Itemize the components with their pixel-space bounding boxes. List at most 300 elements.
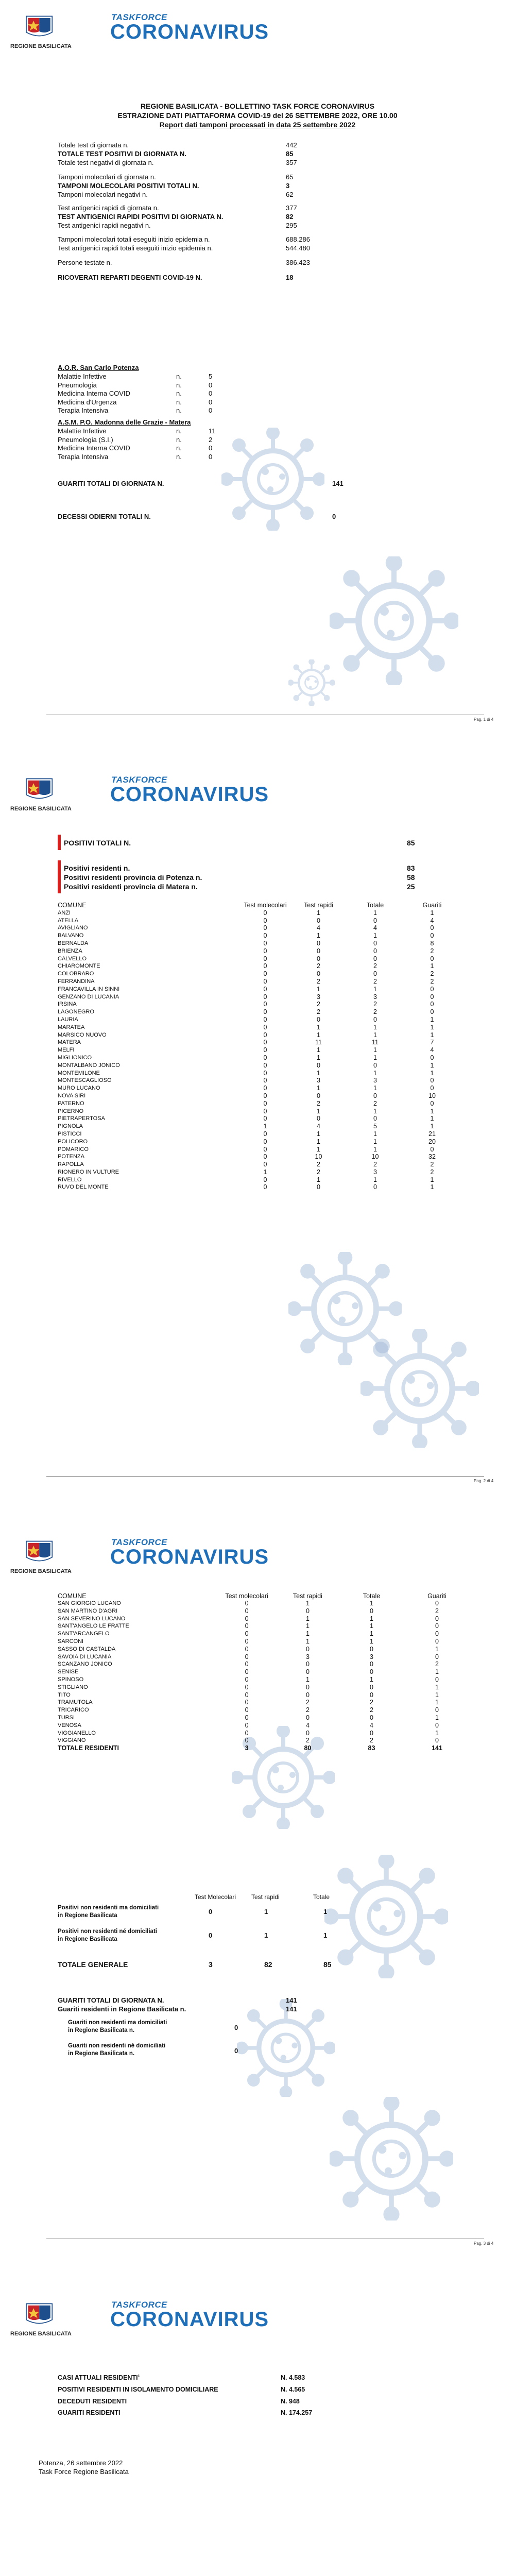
- stat-label: TEST ANTIGENICI RAPIDI POSITIVI DI GIORNATA N.: [58, 213, 224, 221]
- table-row: [58, 940, 459, 947]
- cell-value: 0: [263, 962, 267, 970]
- cell-value: 0: [263, 1031, 267, 1039]
- ward-value: 0: [209, 406, 213, 414]
- table-row: [58, 1183, 459, 1191]
- cell-value: 1: [317, 1107, 320, 1115]
- cell-value: 0: [263, 977, 267, 985]
- cell-value: 0: [245, 1630, 249, 1638]
- total-value: 80: [304, 1744, 312, 1752]
- cell-value: 0: [263, 1046, 267, 1054]
- stat-label: Test antigenici rapidi negativi n.: [58, 222, 151, 229]
- cell-value: 0: [430, 1001, 434, 1008]
- cell-value: 0: [370, 1683, 373, 1691]
- cell-value: 1: [370, 1622, 373, 1630]
- cell-value: 2: [317, 962, 320, 970]
- stat-label: RICOVERATI REPARTI DEGENTI COVID-19 N.: [58, 274, 202, 281]
- comuni-table: [58, 902, 459, 1191]
- comune-name: GENZANO DI LUCANIA: [58, 993, 119, 1000]
- table-row: [58, 1699, 470, 1706]
- summary-label: POSITIVI TOTALI N.: [64, 839, 131, 847]
- cell-value: 0: [263, 924, 267, 932]
- cell-value: 0: [263, 932, 267, 940]
- comune-name: SANT'ARCANGELO: [58, 1631, 110, 1637]
- table-row: [58, 1100, 459, 1108]
- cell-value: 2: [370, 1737, 373, 1744]
- ward-value: 0: [209, 452, 213, 461]
- grand-total-totale: 85: [323, 1960, 332, 1969]
- nonres-column-header: Test Molecolari: [195, 1893, 236, 1901]
- resident-value: N. 948: [281, 2398, 300, 2405]
- cell-value: 2: [373, 1001, 377, 1008]
- cell-value: 0: [245, 1683, 249, 1691]
- comune-name: BALVANO: [58, 933, 84, 939]
- table-header-row: [58, 1584, 470, 1600]
- table-row: [58, 924, 459, 932]
- cell-value: 2: [305, 1737, 310, 1744]
- comune-name: MURO LUCANO: [58, 1085, 100, 1092]
- cell-value: 0: [245, 1714, 249, 1721]
- stat-value: 82: [286, 213, 294, 221]
- cell-value: 1: [430, 1123, 434, 1130]
- table-row: [58, 978, 459, 986]
- hospital1-title: A.O.R. San Carlo Potenza: [58, 364, 139, 371]
- table-row: [58, 1653, 470, 1661]
- summary-value: 83: [407, 864, 415, 872]
- table-row: [58, 1607, 470, 1615]
- stat-label: Totale test negativi di giornata n.: [58, 159, 154, 166]
- cell-value: 0: [263, 1115, 267, 1123]
- guariti-residenti-value: 141: [286, 2005, 297, 2013]
- stat-value: 386.423: [286, 259, 310, 266]
- ward-label: Terapia Intensiva: [58, 452, 109, 461]
- cell-value: 5: [373, 1123, 377, 1130]
- cell-value: 1: [317, 1138, 320, 1145]
- cell-value: 0: [317, 1015, 320, 1023]
- cell-value: 1: [430, 1183, 434, 1191]
- brand-coronavirus: CORONAVIRUS: [110, 783, 269, 806]
- cell-value: 0: [373, 939, 377, 947]
- cell-value: 1: [430, 1069, 434, 1077]
- cell-value: 1: [317, 932, 320, 940]
- place-date: Potenza, 26 settembre 2022: [39, 2459, 123, 2467]
- cell-value: 0: [263, 955, 267, 962]
- cell-value: 2: [430, 970, 434, 978]
- cell-value: 0: [263, 1183, 267, 1191]
- cell-value: 3: [373, 1077, 377, 1084]
- nonres-value: 1: [323, 1908, 328, 1916]
- cell-value: 0: [430, 1008, 434, 1016]
- column-header: COMUNE: [58, 902, 87, 909]
- ward-value: 5: [209, 372, 213, 380]
- cell-value: 0: [245, 1691, 249, 1699]
- cell-value: 0: [373, 1015, 377, 1023]
- cell-value: 1: [435, 1645, 439, 1653]
- region-name: REGIONE BASILICATA: [10, 806, 72, 812]
- nonres-value: 1: [264, 1931, 268, 1939]
- summary-value: 25: [407, 883, 415, 891]
- cell-value: 0: [263, 1054, 267, 1061]
- comune-name: SENISE: [58, 1669, 79, 1675]
- cell-value: 0: [263, 1145, 267, 1153]
- cell-value: 4: [317, 1123, 320, 1130]
- table-row: [58, 970, 459, 978]
- comune-name: SAN GIORGIO LUCANO: [58, 1600, 121, 1606]
- region-name: REGIONE BASILICATA: [10, 2331, 72, 2337]
- cell-value: 0: [263, 970, 267, 978]
- cell-value: 1: [430, 1107, 434, 1115]
- summary-label: Positivi residenti provincia di Matera n.: [64, 883, 198, 891]
- cell-value: 2: [435, 1607, 439, 1615]
- cell-value: 0: [263, 1130, 267, 1138]
- cell-value: 21: [428, 1130, 436, 1138]
- cell-value: 0: [245, 1721, 249, 1729]
- table-row: [58, 1077, 459, 1084]
- region-coat-of-arms-icon: [11, 14, 68, 41]
- cell-value: 10: [315, 1153, 322, 1161]
- cell-value: 0: [373, 1092, 377, 1099]
- guariti-dom-value: 0: [234, 2024, 238, 2031]
- report-subtitle: Report dati tamponi processati in data 25 settembre 2022: [159, 121, 356, 129]
- cell-value: 0: [245, 1645, 249, 1653]
- comune-name: SAVOIA DI LUCANIA: [58, 1653, 112, 1660]
- ward-value: 0: [209, 398, 213, 406]
- cell-value: 0: [373, 917, 377, 924]
- ward-n: n.: [176, 406, 182, 414]
- cell-value: 0: [370, 1607, 373, 1615]
- table-row: [58, 1039, 459, 1046]
- stat-label: Totale test di giornata n.: [58, 141, 129, 149]
- page-1: [0, 0, 515, 729]
- virus-watermark-icon: [221, 428, 324, 531]
- cell-value: 0: [373, 1183, 377, 1191]
- cell-value: 1: [430, 909, 434, 917]
- cell-value: 0: [245, 1607, 249, 1615]
- stat-label: Test antigenici rapidi di giornata n.: [58, 204, 159, 212]
- cell-value: 1: [370, 1637, 373, 1645]
- cell-value: 1: [430, 1176, 434, 1183]
- guariti-residenti-label: Guariti residenti in Regione Basilicata n.: [58, 2005, 186, 2013]
- cell-value: 0: [263, 1069, 267, 1077]
- cell-value: 0: [305, 1683, 310, 1691]
- cell-value: 0: [245, 1660, 249, 1668]
- table-row: [58, 1084, 459, 1092]
- cell-value: 2: [317, 977, 320, 985]
- stat-value: 544.480: [286, 244, 310, 252]
- brand-taskforce: TASKFORCE: [111, 12, 168, 22]
- cell-value: 4: [430, 1046, 434, 1054]
- cell-value: 10: [428, 1092, 436, 1099]
- cell-value: 0: [317, 955, 320, 962]
- cell-value: 0: [430, 955, 434, 962]
- cell-value: 0: [373, 1061, 377, 1069]
- table-row: [58, 1714, 470, 1722]
- cell-value: 4: [305, 1721, 310, 1729]
- guariti-label: GUARITI TOTALI DI GIORNATA N.: [58, 480, 164, 487]
- stat-value: 688.286: [286, 235, 310, 243]
- stat-value: 62: [286, 191, 294, 198]
- resident-label: [58, 2386, 218, 2393]
- virus-watermark-icon: [330, 2097, 453, 2221]
- ward-label: Malattie Infettive: [58, 427, 107, 435]
- cell-value: 0: [263, 909, 267, 917]
- table-row: [58, 1722, 470, 1730]
- ward-value: 0: [209, 381, 213, 389]
- table-row: [58, 1684, 470, 1691]
- cell-value: 0: [435, 1615, 439, 1622]
- resident-label-text: GUARITI RESIDENTI: [58, 2409, 121, 2416]
- cell-value: 0: [435, 1706, 439, 1714]
- resident-value: N. 174.257: [281, 2409, 313, 2416]
- cell-value: 1: [373, 1130, 377, 1138]
- table-row: [58, 993, 459, 1001]
- summary-label: Positivi residenti n.: [64, 864, 130, 872]
- cell-value: 0: [430, 1077, 434, 1084]
- cell-value: 0: [263, 1008, 267, 1016]
- cell-value: 4: [373, 924, 377, 932]
- cell-value: 2: [430, 1168, 434, 1176]
- cell-value: 0: [263, 993, 267, 1001]
- summary-label: Positivi residenti provincia di Potenza n.: [64, 873, 202, 882]
- total-value: 3: [245, 1744, 249, 1752]
- hospital2-title: A.S.M. P.O. Madonna delle Grazie - Matera: [58, 418, 191, 426]
- cell-value: 1: [370, 1600, 373, 1607]
- table-row: [58, 909, 459, 917]
- cell-value: 1: [317, 1031, 320, 1039]
- column-header: Totale: [363, 1592, 381, 1600]
- stat-value: 65: [286, 173, 294, 181]
- cell-value: 0: [435, 1653, 439, 1660]
- table-row: [58, 1676, 470, 1684]
- cell-value: 1: [430, 1061, 434, 1069]
- cell-value: 0: [263, 947, 267, 955]
- cell-value: 20: [428, 1138, 436, 1145]
- table-row: [58, 1668, 470, 1676]
- cell-value: 2: [430, 1161, 434, 1168]
- cell-value: 0: [435, 1737, 439, 1744]
- cell-value: 0: [317, 939, 320, 947]
- cell-value: 1: [317, 1046, 320, 1054]
- cell-value: 0: [263, 1039, 267, 1046]
- summary-value: 58: [407, 873, 415, 882]
- cell-value: 0: [435, 1600, 439, 1607]
- stat-label: Tamponi molecolari di giornata n.: [58, 173, 156, 181]
- cell-value: 1: [305, 1637, 310, 1645]
- cell-value: 1: [373, 1145, 377, 1153]
- cell-value: 3: [373, 1168, 377, 1176]
- stat-value: 18: [286, 274, 294, 281]
- table-row: [58, 1691, 470, 1699]
- cell-value: 0: [430, 1145, 434, 1153]
- cell-value: 0: [373, 947, 377, 955]
- cell-value: 1: [305, 1622, 310, 1630]
- cell-value: 0: [263, 1138, 267, 1145]
- comune-name: LAGONEGRO: [58, 1009, 94, 1015]
- comune-name: SAN SEVERINO LUCANO: [58, 1615, 126, 1622]
- grand-total-molecolari: 3: [209, 1960, 213, 1969]
- cell-value: 0: [245, 1706, 249, 1714]
- grand-total-label: TOTALE GENERALE: [58, 1960, 128, 1969]
- comune-name: SANT'ANGELO LE FRATTE: [58, 1623, 129, 1630]
- cell-value: 0: [263, 939, 267, 947]
- cell-value: 2: [317, 1001, 320, 1008]
- cell-value: 3: [370, 1653, 373, 1660]
- table-row: [58, 1622, 470, 1630]
- table-row: [58, 1630, 470, 1638]
- summary-value: 85: [407, 839, 415, 847]
- cell-value: 0: [245, 1675, 249, 1683]
- comuni-table-continued: [58, 1584, 470, 1752]
- resident-label: [58, 2398, 127, 2405]
- cell-value: 1: [373, 1176, 377, 1183]
- comune-name: POLICORO: [58, 1138, 88, 1145]
- cell-value: 1: [373, 1023, 377, 1031]
- cell-value: 0: [245, 1668, 249, 1676]
- comune-name: SPINOSO: [58, 1676, 84, 1683]
- cell-value: 0: [373, 955, 377, 962]
- cell-value: 0: [245, 1600, 249, 1607]
- cell-value: 0: [435, 1721, 439, 1729]
- cell-value: 0: [435, 1622, 439, 1630]
- cell-value: 2: [373, 977, 377, 985]
- cell-value: 1: [373, 1138, 377, 1145]
- nonres-column-header: Totale: [313, 1893, 330, 1901]
- column-header: Test rapidi: [304, 902, 333, 909]
- comune-name: COLOBRARO: [58, 971, 94, 977]
- comune-name: MARSICO NUOVO: [58, 1031, 107, 1038]
- comune-name: SCANZANO JONICO: [58, 1661, 112, 1668]
- cell-value: 0: [305, 1691, 310, 1699]
- cell-value: 1: [430, 962, 434, 970]
- cell-value: 11: [315, 1039, 322, 1046]
- column-header: Test rapidi: [293, 1592, 322, 1600]
- comune-name: RAPOLLA: [58, 1161, 84, 1168]
- ward-n: n.: [176, 398, 182, 406]
- column-header: Test molecolari: [244, 902, 287, 909]
- table-row: [58, 947, 459, 955]
- table-header-row: [58, 902, 459, 909]
- cell-value: 0: [430, 1099, 434, 1107]
- nonres-label-2: in Regione Basilicata: [58, 1936, 117, 1942]
- column-header: COMUNE: [58, 1592, 87, 1600]
- ward-n: n.: [176, 435, 182, 444]
- cell-value: 0: [317, 917, 320, 924]
- cell-value: 1: [435, 1691, 439, 1699]
- comune-name: TRICARICO: [58, 1707, 89, 1714]
- grand-total-rapidi: 82: [264, 1960, 272, 1969]
- resident-label-text: CASI ATTUALI RESIDENTI: [58, 2374, 138, 2381]
- cell-value: 0: [370, 1691, 373, 1699]
- comune-name: LAURIA: [58, 1016, 78, 1023]
- cell-value: 0: [245, 1729, 249, 1737]
- comune-name: PATERNO: [58, 1100, 84, 1107]
- cell-value: 0: [430, 1054, 434, 1061]
- cell-value: 2: [317, 1168, 320, 1176]
- cell-value: 2: [370, 1706, 373, 1714]
- cell-value: 4: [370, 1721, 373, 1729]
- cell-value: 0: [305, 1729, 310, 1737]
- comune-name: ANZI: [58, 909, 71, 916]
- comune-name: RUVO DEL MONTE: [58, 1184, 109, 1191]
- cell-value: 0: [305, 1714, 310, 1721]
- comune-name: FERRANDINA: [58, 978, 95, 985]
- nonres-label-2: in Regione Basilicata: [58, 1912, 117, 1919]
- table-row: [58, 1146, 459, 1154]
- resident-label-text: POSITIVI RESIDENTI IN ISOLAMENTO DOMICILIARE: [58, 2386, 218, 2393]
- column-header: Totale: [366, 902, 384, 909]
- cell-value: 0: [263, 1107, 267, 1115]
- virus-watermark-icon: [330, 556, 458, 685]
- nonres-label: Positivi non residenti ma domiciliati: [58, 1905, 159, 1911]
- cell-value: 3: [305, 1653, 310, 1660]
- comune-name: VIGGIANO: [58, 1737, 86, 1744]
- stat-label: Tamponi molecolari negativi n.: [58, 191, 148, 198]
- cell-value: 1: [305, 1675, 310, 1683]
- brand-taskforce: TASKFORCE: [111, 2300, 168, 2310]
- cell-value: 8: [430, 939, 434, 947]
- total-row: [58, 1744, 470, 1752]
- cell-value: 0: [317, 947, 320, 955]
- comune-name: PIGNOLA: [58, 1123, 83, 1130]
- decessi-value: 0: [332, 513, 336, 520]
- region-coat-of-arms-icon: [11, 1539, 68, 1566]
- region-coat-of-arms-icon: [11, 2302, 68, 2329]
- cell-value: 0: [435, 1630, 439, 1638]
- comune-name: IRSINA: [58, 1001, 77, 1008]
- table-row: [58, 1138, 459, 1146]
- cell-value: 1: [435, 1729, 439, 1737]
- cell-value: 0: [245, 1699, 249, 1706]
- cell-value: 0: [430, 932, 434, 940]
- cell-value: 1: [317, 1069, 320, 1077]
- cell-value: 1: [263, 1168, 267, 1176]
- table-row: [58, 1108, 459, 1115]
- stat-label: Test antigenici rapidi totali eseguiti inizio epidemia n.: [58, 244, 213, 252]
- nonres-value: 1: [264, 1908, 268, 1916]
- brand-taskforce: TASKFORCE: [111, 1537, 168, 1547]
- table-row: [58, 1646, 470, 1653]
- ward-n: n.: [176, 452, 182, 461]
- cell-value: 1: [373, 1031, 377, 1039]
- cell-value: 1: [317, 985, 320, 993]
- comune-name: PICERNO: [58, 1108, 84, 1114]
- cell-value: 0: [245, 1615, 249, 1622]
- cell-value: 1: [435, 1714, 439, 1721]
- table-row: [58, 1115, 459, 1123]
- page-4: [0, 2287, 515, 2576]
- table-row: [58, 986, 459, 993]
- table-row: [58, 1031, 459, 1039]
- table-row: [58, 1168, 459, 1176]
- cell-value: 1: [263, 1123, 267, 1130]
- cell-value: 2: [373, 1099, 377, 1107]
- comune-name: MONTALBANO JONICO: [58, 1062, 120, 1069]
- cell-value: 0: [245, 1653, 249, 1660]
- table-row: [58, 1161, 459, 1168]
- stat-label: Persone testate n.: [58, 259, 112, 266]
- table-row: [58, 1001, 459, 1008]
- cell-value: 1: [373, 1046, 377, 1054]
- virus-watermark-icon: [360, 1329, 479, 1448]
- cell-value: 11: [372, 1039, 379, 1046]
- cell-value: 2: [317, 1099, 320, 1107]
- cell-value: 0: [435, 1675, 439, 1683]
- resident-value: N. 4.565: [281, 2386, 305, 2393]
- cell-value: 0: [373, 970, 377, 978]
- cell-value: 1: [370, 1675, 373, 1683]
- cell-value: 1: [373, 909, 377, 917]
- cell-value: 0: [373, 1115, 377, 1123]
- cell-value: 0: [245, 1737, 249, 1744]
